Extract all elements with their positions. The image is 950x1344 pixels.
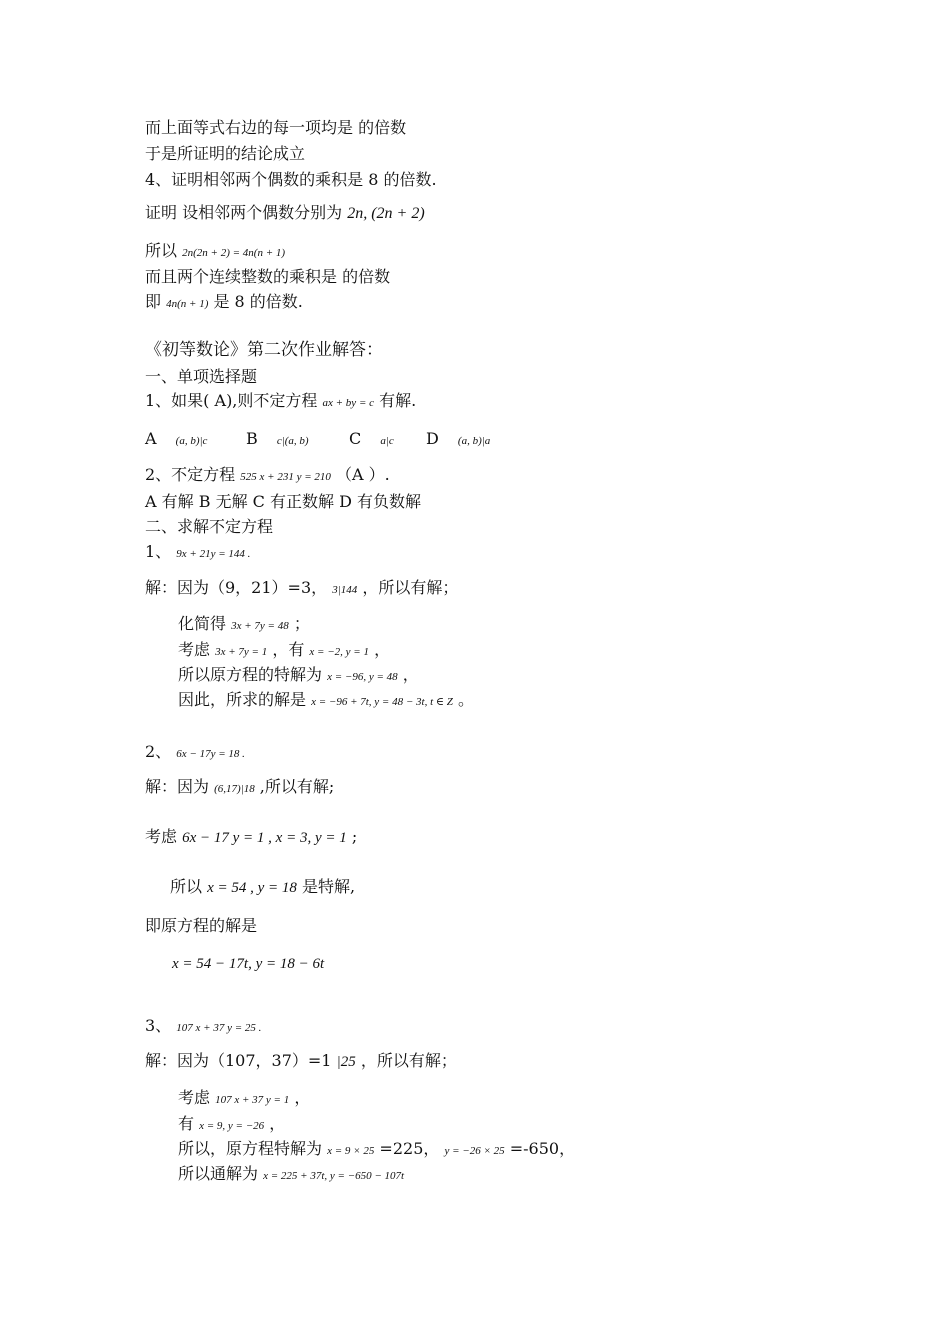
- math-expression: 6x − 17 y = 1 , x = 3, y = 1: [182, 830, 347, 846]
- text-line: 而且两个连续整数的乘积是 的倍数: [145, 267, 391, 286]
- problem-3-solution: [145, 1051, 457, 1072]
- solution-step: [178, 1139, 575, 1161]
- text: ，: [402, 665, 419, 684]
- math-expression: c|(a, b): [276, 435, 309, 447]
- math-expression: x = −96, y = 48: [327, 671, 398, 683]
- math-expression: x = −96 + 7t, y = 48 − 3t, t ∈ Z: [311, 696, 453, 708]
- section-heading: 二、求解不定方程: [145, 517, 274, 536]
- text: 所以原方程的特解为: [178, 665, 328, 684]
- math-expression: ax + by = c: [322, 397, 374, 409]
- math-expression: x = −2, y = 1: [309, 646, 369, 658]
- solution-step: 即原方程的解是: [145, 916, 258, 935]
- math-expression: x = 225 + 37t, y = −650 − 107t: [263, 1170, 405, 1182]
- solution-step: [178, 1114, 285, 1136]
- question-2: [145, 465, 390, 487]
- text: 解：因为（107，37）=1: [145, 1051, 332, 1070]
- problem-1-solution: [145, 578, 458, 600]
- option-d: [426, 429, 490, 451]
- solution-step: [170, 877, 355, 898]
- text: ，有: [272, 640, 310, 659]
- solution-step: [145, 827, 357, 848]
- solution-step: [178, 1088, 310, 1110]
- text: 证明 设相邻两个偶数分别为: [145, 203, 343, 222]
- text: 有: [178, 1114, 200, 1133]
- math-expression: 6x − 17y = 18 .: [176, 748, 245, 760]
- solution-step: [178, 665, 419, 687]
- text: 是特解,: [302, 877, 356, 896]
- text: ，: [374, 640, 391, 659]
- math-expression: (a, b)|a: [457, 435, 491, 447]
- text: 3、: [145, 1016, 172, 1035]
- problem-1-heading: [145, 542, 250, 564]
- text: ，: [269, 1114, 286, 1133]
- math-expression: 525 x + 231 y = 210: [240, 471, 331, 483]
- option-label: A: [145, 429, 157, 448]
- option-label: C: [349, 429, 362, 448]
- math-expression: x = 54 , y = 18: [207, 880, 297, 896]
- option-a: [145, 429, 207, 451]
- text-line: [145, 241, 285, 263]
- problem-2-solution: [145, 777, 334, 799]
- text: 所以通解为: [178, 1164, 264, 1183]
- text: 考虑: [178, 1088, 211, 1107]
- text: ;: [351, 827, 358, 846]
- text: 因此，所求的解是: [178, 690, 312, 709]
- text-line: [145, 292, 303, 314]
- text: 所以: [145, 241, 178, 260]
- math-expression: y = −26 × 25: [444, 1145, 505, 1157]
- text: 解：因为: [145, 777, 215, 796]
- text: 1、: [145, 542, 172, 561]
- option-label: D: [426, 429, 439, 448]
- option-label: B: [246, 429, 258, 448]
- text: 考虑: [145, 827, 178, 846]
- text: 2、: [145, 742, 172, 761]
- text: ,所以有解;: [259, 777, 335, 796]
- math-expression: 107 x + 37 y = 25 .: [176, 1022, 262, 1034]
- section-title: 《初等数论》第二次作业解答：: [145, 340, 383, 360]
- section-heading: 一、单项选择题: [145, 367, 258, 386]
- solution-step: [178, 640, 390, 662]
- math-expression: 3|144: [332, 584, 358, 596]
- math-expression: 3x + 7y = 1: [215, 646, 268, 658]
- math-expression: x = 9 × 25: [327, 1145, 375, 1157]
- text: ，所以有解；: [362, 578, 459, 597]
- text-line: 4、证明相邻两个偶数的乘积是 8 的倍数.: [145, 170, 437, 189]
- text: 所以，原方程特解为: [178, 1139, 328, 1158]
- problem-3-heading: [145, 1016, 261, 1038]
- text: 有解.: [379, 391, 417, 410]
- math-expression: (a, b)|c: [175, 435, 208, 447]
- math-expression: 3x + 7y = 48: [231, 620, 289, 632]
- text-line: 而上面等式右边的每一项均是 的倍数: [145, 118, 407, 137]
- question-1: [145, 391, 416, 413]
- text: （A ）.: [336, 465, 390, 484]
- solution-step: [178, 1164, 404, 1186]
- text: ，: [294, 1088, 311, 1107]
- text: ，所以有解；: [360, 1051, 457, 1070]
- text: =-650，: [509, 1139, 576, 1158]
- math-expression: x = 9, y = −26: [199, 1120, 265, 1132]
- text: 考虑: [178, 640, 211, 659]
- option-b: [246, 429, 309, 451]
- question-2-options: A 有解 B 无解 C 有正数解 D 有负数解: [145, 492, 421, 511]
- math-expression: 2n(2n + 2) = 4n(n + 1): [182, 247, 286, 259]
- math-expression: (6,17)|18: [214, 783, 255, 795]
- text: 1、如果( A),则不定方程: [145, 391, 318, 410]
- math-expression: x = 54 − 17t, y = 18 − 6t: [172, 956, 325, 972]
- text: 所以: [170, 877, 203, 896]
- text: 。: [458, 690, 475, 709]
- option-c: [349, 429, 394, 451]
- text: ；: [293, 614, 310, 633]
- text: 解：因为（9，21）=3，: [145, 578, 328, 597]
- math-expression: 9x + 21y = 144 .: [176, 548, 251, 560]
- math-expression: 2n, (2n + 2): [347, 205, 425, 222]
- solution-step: [178, 614, 310, 636]
- math-expression: 107 x + 37 y = 1: [215, 1094, 290, 1106]
- solution-step: [178, 690, 474, 712]
- solution-step: [172, 953, 324, 974]
- math-expression: |25: [336, 1054, 356, 1070]
- text: 是 8 的倍数.: [213, 292, 303, 311]
- problem-2-heading: [145, 742, 245, 764]
- text-line: [145, 203, 425, 224]
- math-expression: a|c: [380, 435, 394, 447]
- text-line: 于是所证明的结论成立: [145, 144, 306, 163]
- text: 2、不定方程: [145, 465, 236, 484]
- math-expression: 4n(n + 1): [166, 298, 209, 310]
- text: 化简得: [178, 614, 227, 633]
- text: =225，: [379, 1139, 445, 1158]
- text: 即: [145, 292, 162, 311]
